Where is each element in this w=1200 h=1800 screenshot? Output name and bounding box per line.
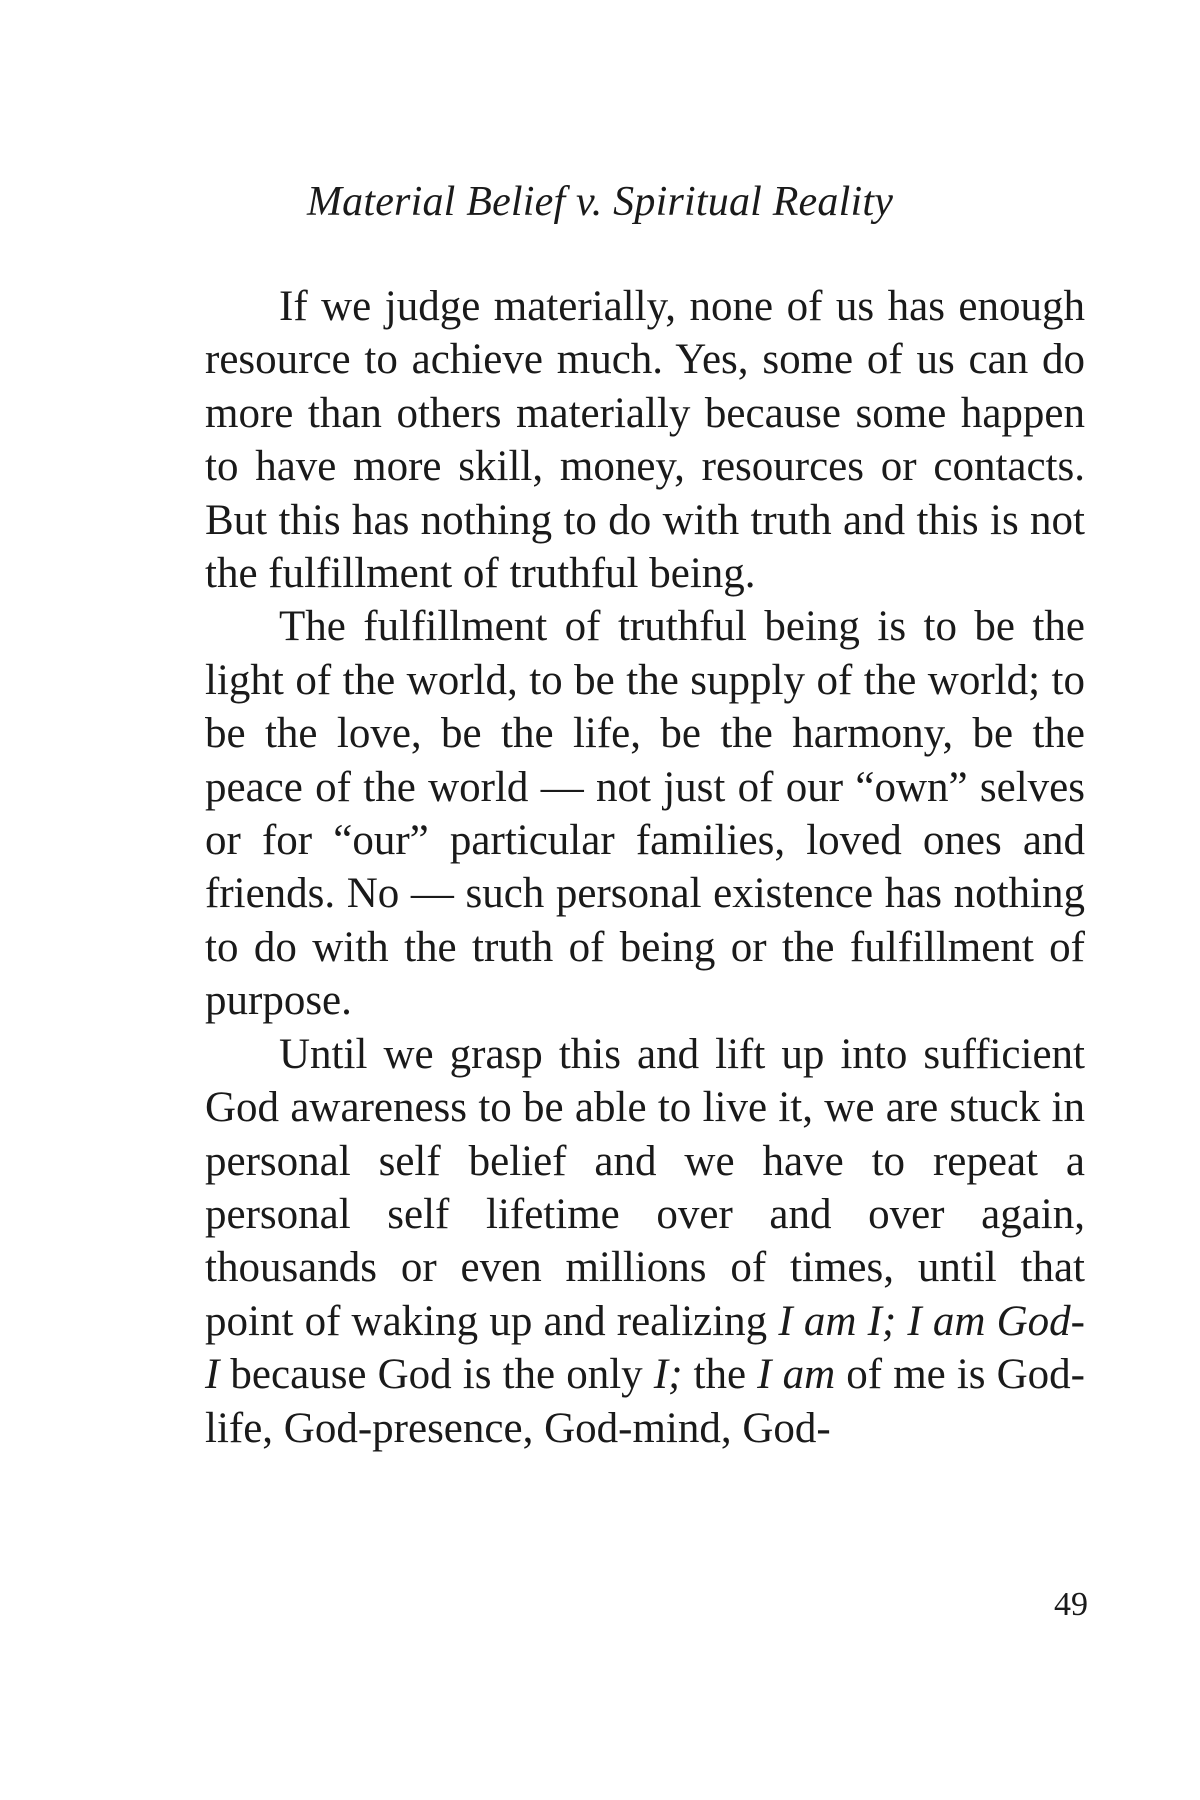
paragraph [205,1028,1085,1455]
running-head: Material Belief v. Spiritual Reality [306,179,894,225]
text-run: The fulfillment of truthful being is to be the light of the world, to be the supply of the world; to be the love, be the life, be the harmony, be the peace of the world — not just of our “own” selves or for “our” particular families, loved ones and friends. No — such personal existence has nothing to do with the truth of being or the fulfillment of purpose. [205,603,1085,1025]
text-run: Until we grasp this and lift up into sufficient God awareness to be able to live it, we are stuck in personal self belief and we have to repeat a personal self lifetime over and over again, thousands or even millions of times, until that point of waking up and realizing [205,1030,1085,1345]
italic-text-run: I am I; I am God-I [205,1297,1085,1399]
page-number: 49 [1054,1586,1088,1623]
italic-text-run: I am [757,1351,836,1399]
text-run: because God is the only [219,1351,654,1399]
text-run: the [682,1351,758,1399]
text-run: If we judge materially, none of us has enough resource to achieve much. Yes, some of us can do more than others materially because some happen to have more skill, money, resources or contacts. But this has nothing to do with truth and this is not the fulfillment of truthful being. [205,283,1085,598]
body-text [205,280,1085,1455]
paragraph [205,600,1085,1027]
italic-text-run: I; [653,1351,683,1399]
text-run: of me is God-life, God-presence, God-mind, God- [205,1351,1085,1452]
paragraph [205,280,1085,600]
